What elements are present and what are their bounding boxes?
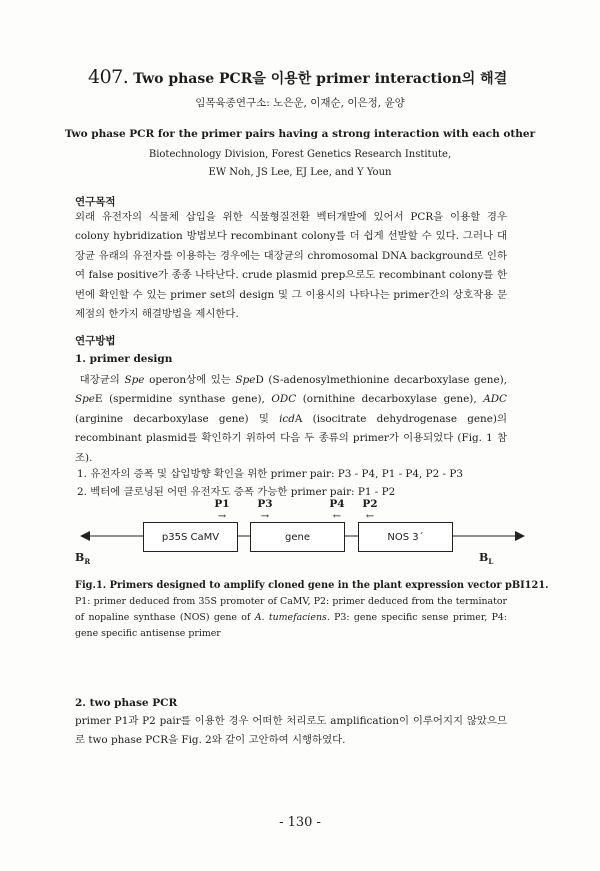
left-border-label bbox=[479, 551, 493, 566]
objective-paragraph: 외래 유전자의 식물체 삽입을 위한 식물형질전환 벡터개발에 있어서 PCR을 이용할 경우 colony hybridization 방법보다 recombinant colony를 더 쉽게 선발할 수 있다. 그러나 대장균 유래의 유전자를 이용하는 경우에는 대장균의 chromosomal DNA background로 인하여 false positive가 종종 나타난다. crude plasmid prep으로도 recombinant colony를 한번에 확인할 수 있는 primer set의 design 및 그 이용시의 나타나는 primer간의 상호작용 문제점의 한가지 해결방법을 제시한다. bbox=[75, 211, 507, 321]
text-run: 대장균의 bbox=[79, 374, 125, 386]
gene-name: Spe bbox=[124, 374, 145, 386]
text-run: operon상에 있는 bbox=[144, 374, 236, 386]
two-phase-pcr-paragraph: primer P1과 P2 pair를 이용한 경우 어떠한 처리로도 amplification이 이루어지지 않았으므로 two phase PCR을 Fig. 2와 같이 고안하여 시행하였다. bbox=[75, 715, 507, 747]
gene-name: Spe bbox=[235, 374, 256, 386]
two-phase-pcr-heading: 2. two phase PCR bbox=[75, 697, 178, 709]
gene-name: ADC bbox=[483, 393, 507, 406]
left-arrowhead-icon bbox=[80, 531, 90, 541]
right-arrowhead-icon bbox=[515, 531, 525, 541]
primer-list-item: 1. 유전자의 증폭 및 삽입방향 확인을 위한 primer pair: P3 - P4, P1 - P4, P2 - P3 bbox=[77, 468, 463, 480]
p35s-camv-box: p35S CaMV bbox=[143, 522, 238, 552]
text-run: . P3: gene specific sense primer, P4: gene specific antisense primer bbox=[75, 612, 508, 639]
border-subscript: L bbox=[488, 557, 494, 567]
right-border-label bbox=[75, 551, 90, 566]
nos-terminator-box: NOS 3´ bbox=[358, 522, 453, 552]
objective-heading: 연구목적 bbox=[75, 196, 116, 208]
article-title: Two phase PCR을 이용한 primer interaction의 해결 bbox=[133, 71, 508, 87]
two-phase-pcr-text bbox=[75, 712, 507, 751]
caption-title: Fig.1. Primers designed to amplify cloned gene in the plant expression vector pBI121. bbox=[75, 580, 549, 591]
primer-label-p2: P2 bbox=[362, 498, 378, 510]
primer-list-item: 2. 벡터에 클로닝된 어떤 유전자도 증폭 가능한 primer pair: P1 - P2 bbox=[77, 486, 396, 498]
species-name: A. tumefaciens bbox=[254, 612, 327, 623]
text-run: D (S-adenosylmethionine decarboxylase gene), bbox=[255, 374, 508, 386]
gene-box: gene bbox=[250, 522, 345, 552]
text-run: P1: primer deduced from 35S promoter of CaMV, P2: primer deduced from the terminator of nopaline synthase (NOS) gene of bbox=[75, 596, 507, 623]
text-run: (arginine decarboxylase gene) 및 bbox=[75, 412, 280, 425]
gene-name: Spe bbox=[75, 393, 95, 406]
primer-arrow-p2: ← bbox=[365, 511, 375, 522]
english-authors: EW Noh, JS Lee, EJ Lee, and Y Youn bbox=[208, 167, 392, 178]
caption-body bbox=[75, 594, 507, 642]
border-letter: B bbox=[479, 551, 489, 564]
primer-arrow-p1: → bbox=[217, 511, 227, 522]
text-run: E (spermidine synthase gene), bbox=[94, 393, 272, 406]
gene-name: ODC bbox=[271, 393, 297, 406]
methods-heading: 연구방법 bbox=[75, 335, 116, 347]
primer-label-p3: P3 bbox=[257, 498, 273, 510]
border-subscript: R bbox=[84, 557, 91, 567]
english-affiliation: Biotechnology Division, Forest Genetics Research Institute, bbox=[148, 149, 452, 160]
primer-design-heading: 1. primer design bbox=[75, 353, 173, 365]
primer-label-p4: P4 bbox=[329, 498, 345, 510]
primer-label-p1: P1 bbox=[214, 498, 230, 510]
figure-caption bbox=[75, 578, 549, 642]
primer-arrow-p4: ← bbox=[332, 511, 342, 522]
primer-arrow-p3: → bbox=[260, 511, 270, 522]
page-number: - 130 - bbox=[279, 815, 321, 830]
border-letter: B bbox=[75, 551, 85, 564]
text-run: A (isocitrate dehydrogenase gene)의 recombinant plasmid를 확인하기 위하여 다음 두 종류의 primer가 이용되었다 (Fig. 1 참조). bbox=[75, 412, 507, 464]
english-title: Two phase PCR for the primer pairs having a strong interaction with each other bbox=[64, 128, 536, 140]
text-run: (ornithine decarboxylase gene), bbox=[296, 393, 484, 406]
gene-name: icd bbox=[279, 412, 295, 425]
article-number: 407. bbox=[88, 66, 129, 88]
korean-authors: 임목육종연구소: 노은운, 이재순, 이은정, 윤양 bbox=[195, 97, 405, 109]
